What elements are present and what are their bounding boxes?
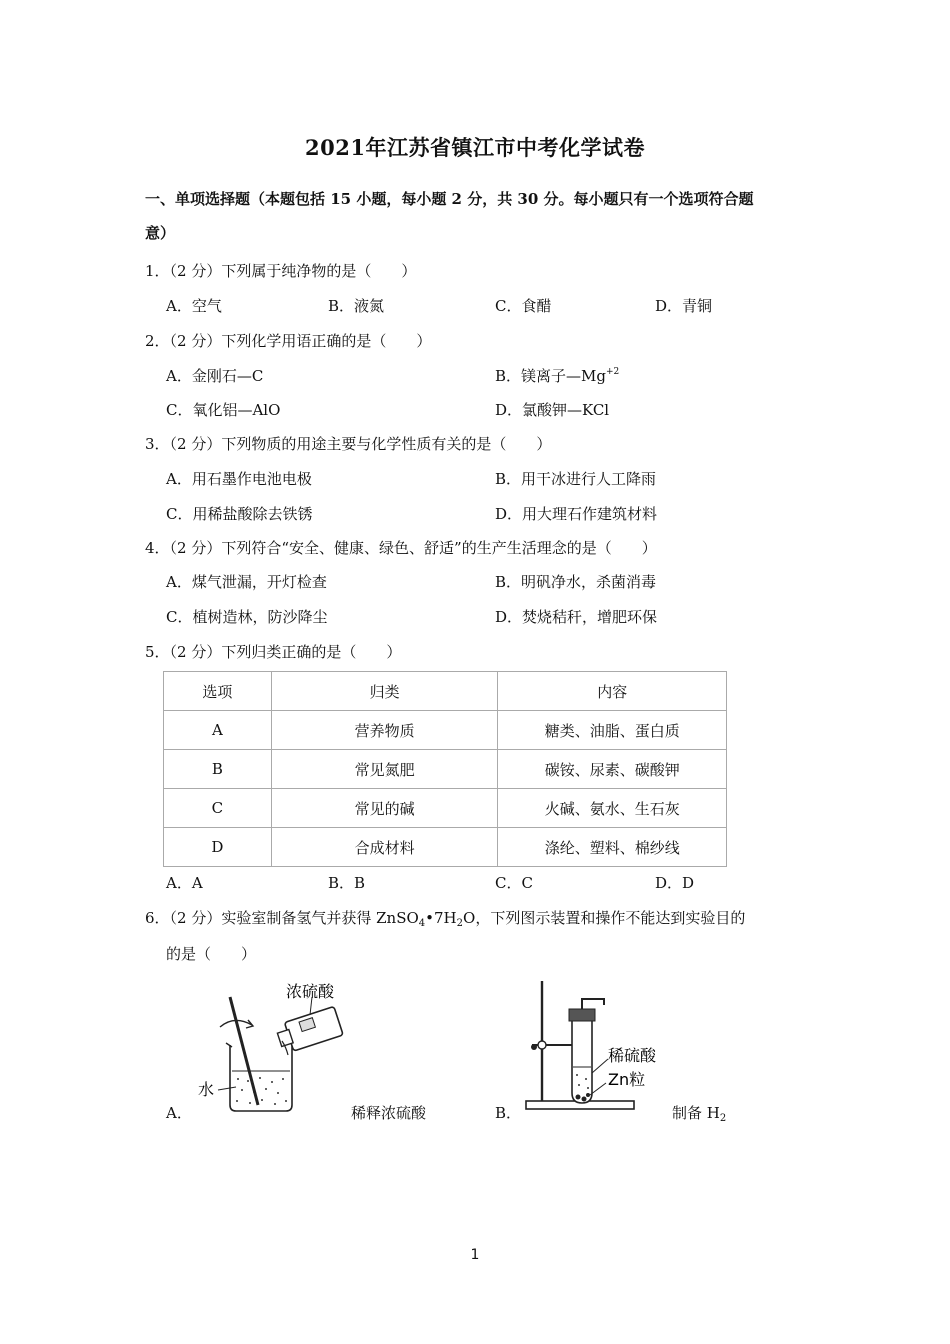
table-header-row <box>164 672 727 711</box>
table-cell: B <box>164 750 272 789</box>
question-5-option-c: C．C <box>495 874 533 892</box>
question-6-option-b-caption <box>672 1102 726 1124</box>
test-tube-icon <box>572 1017 592 1103</box>
question-5-option-a: A．A <box>166 874 203 892</box>
table-cell: 常见氮肥 <box>271 750 498 789</box>
question-3-option-a: A．用石墨作电池电极 <box>166 470 312 488</box>
question-2-stem: 2．（2 分）下列化学用语正确的是（ ） <box>145 332 432 350</box>
zinc-label: Zn粒 <box>608 1070 646 1089</box>
water-label: 水 <box>198 1080 215 1099</box>
question-1-option-a: A．空气 <box>166 297 222 315</box>
stopper-icon <box>569 1009 595 1021</box>
question-6-stem-part: 6．（2 分）实验室制备氢气并获得 ZnSO <box>145 909 419 927</box>
question-1-option-b: B．液氮 <box>328 297 385 315</box>
table-row <box>164 711 727 750</box>
table-cell: 营养物质 <box>271 711 498 750</box>
question-2-option-b <box>495 365 619 386</box>
question-2-option-c: C．氧化铝—AlO <box>166 401 281 419</box>
question-6-option-b-label: B． <box>495 1104 522 1122</box>
question-2-option-d: D．氯酸钾—KCl <box>495 401 610 419</box>
table-cell: C <box>164 789 272 828</box>
question-3-option-c: C．用稀盐酸除去铁锈 <box>166 505 313 523</box>
table-row <box>164 789 727 828</box>
table-row <box>164 750 727 789</box>
section-heading-line1: 一、单项选择题（本题包括 15 小题，每小题 2 分，共 30 分。每小题只有一个选项符合题 <box>145 190 754 208</box>
question-3-option-b: B．用干冰进行人工降雨 <box>495 470 657 488</box>
table-header-cell: 选项 <box>164 672 272 711</box>
diluting-acid-diagram <box>190 975 360 1115</box>
table-cell: 糖类、油脂、蛋白质 <box>498 711 727 750</box>
question-6-stem-part: O，下列图示装置和操作不能达到实验目的 <box>463 909 746 927</box>
table-cell: 涤纶、塑料、棉纱线 <box>498 828 727 867</box>
hydrogen-preparation-diagram <box>520 975 675 1115</box>
subscript: 2 <box>719 1113 727 1124</box>
section-heading-line2: 意） <box>145 224 176 242</box>
question-4-option-b: B．明矾净水，杀菌消毒 <box>495 573 657 591</box>
table-cell: 火碱、氨水、生石灰 <box>498 789 727 828</box>
question-2-option-a: A．金刚石—C <box>166 367 264 385</box>
question-2-option-b-text: B．镁离子—Mg <box>495 367 606 385</box>
question-5-option-b: B．B <box>328 874 366 892</box>
question-4-stem: 4．（2 分）下列符合“安全、健康、绿色、舒适”的生产生活理念的是（ ） <box>145 539 657 557</box>
caption-text: 制备 H <box>672 1104 720 1122</box>
question-3-stem: 3．（2 分）下列物质的用途主要与化学性质有关的是（ ） <box>145 435 552 453</box>
dilute-acid-label: 稀硫酸 <box>608 1046 657 1065</box>
table-cell: 合成材料 <box>271 828 498 867</box>
section-heading <box>145 182 810 250</box>
delivery-tube-icon <box>582 999 604 1009</box>
question-6-stem-line2: 的是（ ） <box>166 945 257 963</box>
question-6-option-a-label: A． <box>166 1104 192 1122</box>
question-5-option-d: D．D <box>655 874 695 892</box>
table-header-cell: 内容 <box>498 672 727 711</box>
subscript: 2 <box>456 918 464 929</box>
table-cell: 碳铵、尿素、碳酸钾 <box>498 750 727 789</box>
liquid-dots <box>236 1077 287 1105</box>
question-5-stem: 5．（2 分）下列归类正确的是（ ） <box>145 643 402 661</box>
concentrated-acid-label: 浓硫酸 <box>286 982 335 1001</box>
question-6-stem <box>145 907 745 929</box>
subscript: 4 <box>418 918 426 929</box>
classification-table <box>163 671 727 867</box>
question-6-stem-part: •7H <box>425 909 457 927</box>
question-1-option-c: C．食醋 <box>495 297 552 315</box>
page-number: 1 <box>470 1247 480 1263</box>
table-row <box>164 828 727 867</box>
table-cell: A <box>164 711 272 750</box>
question-1-option-d: D．青铜 <box>655 297 713 315</box>
question-1-stem: 1．（2 分）下列属于纯净物的是（ ） <box>145 262 417 280</box>
question-4-option-a: A．煤气泄漏，开灯检查 <box>166 573 327 591</box>
question-4-option-c: C．植树造林，防沙降尘 <box>166 608 328 626</box>
page-title: 2021年江苏省镇江市中考化学试卷 <box>305 135 645 160</box>
table-cell: D <box>164 828 272 867</box>
question-6-option-a-caption: 稀释浓硫酸 <box>351 1104 427 1122</box>
table-header-cell: 归类 <box>271 672 498 711</box>
table-cell: 常见的碱 <box>271 789 498 828</box>
question-3-option-d: D．用大理石作建筑材料 <box>495 505 658 523</box>
question-4-option-d: D．焚烧秸秆，增肥环保 <box>495 608 658 626</box>
glass-rod-icon <box>230 997 258 1105</box>
charge-superscript: +2 <box>605 367 620 377</box>
